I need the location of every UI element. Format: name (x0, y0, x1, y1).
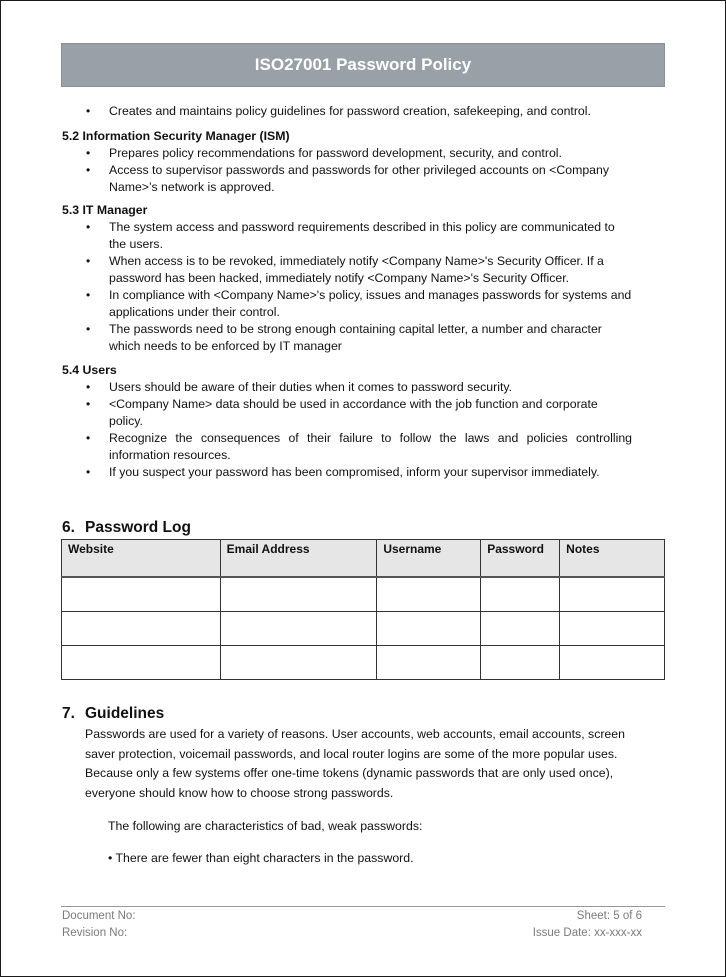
footer-divider (61, 906, 665, 907)
sheet-number: Sheet: 5 of 6 (576, 910, 642, 922)
ism-bullet-list (62, 145, 632, 196)
guidelines-paragraph: Passwords are used for a variety of reasons. User accounts, web accounts, email accounts, screen saver protection, voicemail passwords, and local router logins are some of the more popular uses. Because only a few systems offer one-time tokens (dynamic passwords that are only used once), everyone should know how to choose strong passwords. (85, 727, 625, 800)
table-header-row (62, 540, 665, 578)
table-cell[interactable] (62, 577, 221, 612)
table-cell[interactable] (560, 612, 665, 646)
bullet-icon: • (86, 431, 91, 445)
section-title: Password Log (85, 519, 191, 536)
document-title: ISO27001 Password Policy (254, 55, 472, 74)
list-item: • When access is to be revoked, immediately notify <Company Name>'s Security Officer. If a password has been hacked, immediately notify <Company Name>'s Security Officer. (86, 254, 604, 285)
document-title-bar (61, 43, 665, 87)
section-7-heading (62, 705, 164, 723)
section-6-heading (62, 519, 191, 537)
column-header-username: Username (377, 540, 481, 578)
list-item: • Access to supervisor passwords and passwords for other privileged accounts on <Company Name>’s network is approved. (86, 163, 609, 194)
list-item: • Creates and maintains policy guidelines for password creation, safekeeping, and control. (86, 104, 591, 118)
bullet-icon: • (86, 146, 91, 160)
bullet-icon: • (86, 104, 91, 118)
list-item: • If you suspect your password has been compromised, inform your supervisor immediately. (86, 465, 600, 479)
bullet-icon: • (86, 220, 91, 234)
bullet-icon: • (86, 465, 91, 479)
section-number: 6. (62, 519, 75, 536)
table-cell[interactable] (62, 612, 221, 646)
it-manager-bullet-list (62, 219, 632, 355)
list-item: • Recognize the consequences of their failure to follow the laws and policies controlling information resources. (86, 431, 632, 462)
table-row (62, 612, 665, 646)
table-cell[interactable] (481, 577, 560, 612)
users-bullet-list (62, 379, 632, 481)
issue-date: Issue Date: xx-xxx-xx (532, 927, 642, 939)
list-item: • In compliance with <Company Name>'s policy, issues and manages passwords for systems and applications under their control. (86, 288, 632, 319)
table-cell[interactable] (220, 646, 377, 680)
bullet-icon: • (86, 397, 91, 411)
table-cell[interactable] (560, 646, 665, 680)
table-row (62, 577, 665, 612)
bullet-icon: • (86, 322, 91, 336)
subsection-heading-it-manager: 5.3 IT Manager (62, 203, 148, 217)
list-item: • The system access and password requirements described in this policy are communicated to the users. (86, 220, 615, 251)
table-cell[interactable] (220, 577, 377, 612)
bullet-icon: • (86, 380, 91, 394)
intro-bullet-list (62, 103, 632, 120)
list-item: • <Company Name> data should be used in accordance with the job function and corporate policy. (86, 397, 598, 428)
column-header-email-address: Email Address (220, 540, 377, 578)
section-5-content (62, 103, 632, 481)
table-cell[interactable] (62, 646, 221, 680)
bullet-icon: • (86, 254, 91, 268)
page-footer (62, 908, 642, 942)
section-number: 7. (62, 705, 75, 722)
bullet-icon: • (86, 288, 91, 302)
list-item: • The passwords need to be strong enough containing capital letter, a number and character which needs to be enforced by IT manager (86, 322, 602, 353)
guidelines-lead: The following are characteristics of bad, weak passwords: (108, 819, 423, 833)
list-item: • Users should be aware of their duties when it comes to password security. (86, 380, 513, 394)
list-item: • Prepares policy recommendations for password development, security, and control. (86, 146, 562, 160)
guidelines-body (85, 725, 655, 868)
column-header-password: Password (481, 540, 560, 578)
column-header-website: Website (62, 540, 221, 578)
table-cell[interactable] (377, 646, 481, 680)
document-number-label: Document No: (62, 910, 136, 922)
table-cell[interactable] (377, 577, 481, 612)
section-title: Guidelines (85, 705, 165, 722)
table-cell[interactable] (220, 612, 377, 646)
table-cell[interactable] (377, 612, 481, 646)
bullet-icon: • (86, 163, 91, 177)
table-cell[interactable] (481, 612, 560, 646)
subsection-heading-ism: 5.2 Information Security Manager (ISM) (62, 129, 290, 143)
revision-number-label: Revision No: (62, 927, 128, 939)
table-row (62, 646, 665, 680)
table-cell[interactable] (481, 646, 560, 680)
subsection-heading-users: 5.4 Users (62, 363, 117, 377)
password-log-table (61, 539, 665, 680)
column-header-notes: Notes (560, 540, 665, 578)
table-cell[interactable] (560, 577, 665, 612)
list-item: • There are fewer than eight characters in the password. (108, 850, 414, 865)
